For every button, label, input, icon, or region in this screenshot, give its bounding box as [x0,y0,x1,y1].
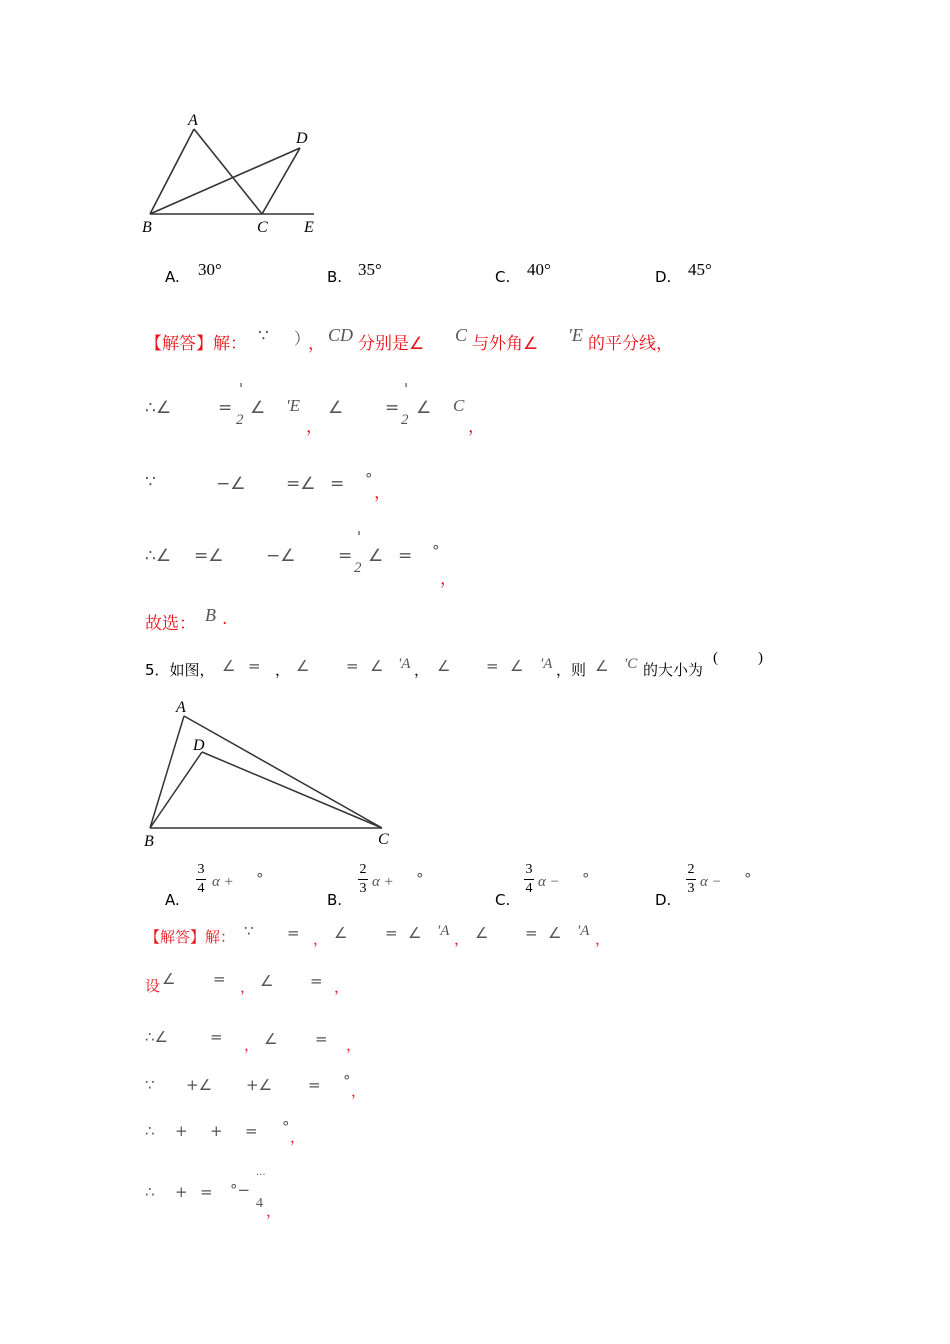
q5-l5-degree: ° [282,1118,290,1136]
q5-l1-angle4-text: 'A [577,923,590,939]
segment-ab [150,716,184,828]
q5-l1-comma: ， [313,930,329,948]
q4-l3-because: ∵ [145,472,156,492]
q4-l2-therefore: ∴∠ [145,398,172,418]
q4-answer-label: 故选： [145,614,196,634]
q5-option-d-letter[interactable]: D. [655,891,672,909]
q4-option-d-letter[interactable]: D. [655,268,672,286]
q4-l4-eq3: = [398,546,413,566]
q5-option-c-expr: α − [538,874,560,890]
q5-l3-comma2: ， [346,1036,362,1054]
figure-2-triangle-diagram [138,696,398,852]
q5-l1-because: ∵ [244,922,254,940]
q5-option-b-expr: α + [372,874,394,890]
q5-l1-comma3: ， [595,930,611,948]
q5-l6-degree-minus: °− [230,1181,251,1199]
q4-text-3: 的平分线， [588,334,673,354]
q5-angle-2: ∠ [296,657,310,675]
q4-l4-half-numerator: ' [357,528,362,546]
q4-e: 'E [568,325,583,345]
q5-angle-5-text: 'A [540,656,553,672]
q5-l1-angle3: ∠ [475,924,489,942]
q5-option-d-expr: α − [700,874,722,890]
q5-l3-therefore: ∴∠ [145,1028,168,1046]
q5-paren-open: ( [713,650,718,666]
q4-l3-degree: ° [365,470,373,488]
q4-answer: B [205,605,216,625]
q4-l2-half2-denominator: 2 [401,412,409,428]
q5-l4-plus1: +∠ [186,1076,213,1094]
q5-l4-comma: ， [351,1082,367,1100]
q5-option-a-degree: ° [256,870,264,888]
figure-1-label-e: E [304,219,314,236]
q4-option-b-value: 35° [358,260,382,279]
q5-tail: 的大小为 [643,661,704,679]
q5-l3-eq2: = [315,1030,328,1048]
q4-l2-eq2: = [385,398,400,418]
q5-l4-because: ∵ [145,1076,155,1094]
q5-l6-comma: ， [266,1202,282,1220]
q5-option-d-fraction: 2 3 [687,862,695,896]
q4-l4-eq2: = [338,546,353,566]
q5-l1-angle1: ∠ [334,924,348,942]
q5-l6-fraction-denominator: 4 [256,1196,263,1211]
q4-l4-eq: =∠ [194,546,224,566]
q4-l3-eq: =∠ [286,474,316,494]
q5-angle-6: ∠ [595,657,609,675]
segment-bd [150,752,202,828]
q5-l1-eq2: = [385,924,398,942]
q5-option-c-letter[interactable]: C. [495,891,511,909]
q4-solution-head: 【解答】解： [145,334,247,354]
q4-c: C [455,325,468,345]
q4-option-c-letter[interactable]: C. [495,268,511,286]
q4-cd: CD [328,325,354,345]
q4-l2-eq1: = [218,398,233,418]
q4-l2-comma: ， [306,417,323,437]
q4-l2-e: 'E [286,396,301,415]
q5-l1-angle4: ∠ [548,924,562,942]
q5-l2-set: 设 [145,977,161,995]
q5-option-a-fraction: 3 4 [197,862,205,896]
q5-option-b-fraction: 2 3 [359,862,367,896]
q5-l5-eq: = [245,1122,258,1140]
q4-l4-minus: −∠ [266,546,296,566]
q4-l2-c: C [453,396,465,415]
q5-option-d-degree: ° [744,870,752,888]
q4-text-2: 与外角∠ [472,334,539,354]
q5-l2-eq1: = [213,970,226,988]
figure-2-label-b: B [144,833,154,850]
figure-1-label-a: A [188,112,198,129]
q5-angle-3-text: 'A [398,656,411,672]
q4-option-c-value: 40° [527,260,551,279]
q5-l4-eq: = [308,1076,321,1094]
q5-option-a-letter[interactable]: A. [165,891,180,909]
q5-angle-4: ∠ [437,657,451,675]
q5-option-b-letter[interactable]: B. [327,891,343,909]
q4-paren: ） [294,331,311,348]
q5-l2-comma1: ， [240,978,256,996]
segment-bd [150,148,300,214]
q5-number: 5．如图， [145,661,215,679]
segment-ac [194,129,262,214]
q4-l2-angle3: ∠ [416,398,432,418]
q5-l1-comma2: ， [454,930,470,948]
q5-l3-angle2: ∠ [264,1030,278,1048]
q5-then: ，则 [556,661,587,679]
segment-ab [150,129,194,214]
q4-because-symbol: ∵ [258,326,269,346]
q5-l1-angle2: ∠ [408,924,422,942]
q5-comma-1: ， [275,661,291,679]
q5-option-a-expr: α + [212,874,234,890]
q4-l2-half-numerator: ' [239,380,244,398]
q4-l2-half2-numerator: ' [404,380,409,398]
q5-l3-comma1: ， [244,1036,260,1054]
q5-l6-fraction-numerator: ... [256,1167,266,1178]
q4-l3-minus: −∠ [216,474,246,494]
q5-l2-angle2: ∠ [260,972,274,990]
figure-2-label-c: C [378,831,389,848]
q4-l4-therefore: ∴∠ [145,546,172,566]
figure-1-triangle-diagram [138,108,328,240]
q4-option-b-letter[interactable]: B. [327,268,343,286]
q5-l6-therefore: ∴ [145,1183,155,1201]
q5-l2-angle1: ∠ [162,970,176,988]
segment-cd [262,148,300,214]
figure-1-label-d: D [296,130,308,147]
q5-eq-2: = [346,657,359,675]
q5-l3-eq1: = [210,1028,223,1046]
q4-l2-angle: ∠ [250,398,266,418]
q5-l6-eq: = [200,1183,213,1201]
q5-l5-plus2: + [210,1122,223,1140]
q4-l2-half-denominator: 2 [236,412,244,428]
q4-l4-half-denominator: 2 [354,560,362,576]
figure-1-label-c: C [257,219,268,236]
q5-angle-3: ∠ [370,657,384,675]
q5-eq-1: = [248,657,261,675]
q5-l5-plus1: + [175,1122,188,1140]
segment-dc [202,752,382,828]
q5-option-b-degree: ° [416,870,424,888]
q4-option-a-value: 30° [198,260,222,279]
q4-l2-angle2: ∠ [328,398,344,418]
q4-l2-comma2: ， [468,417,485,437]
q5-option-c-degree: ° [582,870,590,888]
q5-l4-degree: ° [343,1072,351,1090]
q5-option-c-fraction: 3 4 [525,862,533,896]
figure-2-label-a: A [176,699,186,716]
q5-l1-angle2-text: 'A [437,923,450,939]
figure-2-label-d: D [193,737,205,754]
q4-text-1: 分别是∠ [358,334,425,354]
q5-l1-eq: = [287,924,300,942]
q5-comma-2: ， [414,661,430,679]
q4-l3-comma: ， [374,483,391,503]
q5-l5-comma: ， [290,1128,306,1146]
q5-l4-plus2: +∠ [246,1076,273,1094]
q5-paren-close: ) [758,650,763,666]
q5-l2-comma2: ， [334,978,350,996]
q5-l1-eq3: = [525,924,538,942]
q4-l4-degree: ° [432,542,440,560]
q4-l3-eq2: = [330,474,345,494]
q4-option-a-letter[interactable]: A. [165,268,180,286]
q4-answer-period: . [222,609,228,629]
q5-angle-6-text: 'C [624,656,638,672]
q4-option-d-value: 45° [688,260,712,279]
figure-1-label-b: B [142,219,152,236]
segment-ac [184,716,382,828]
q4-comma: ， [308,334,325,354]
q5-angle-5: ∠ [510,657,524,675]
q5-eq-3: = [486,657,499,675]
q4-l4-angle: ∠ [368,546,384,566]
q5-l5-therefore: ∴ [145,1122,155,1140]
q5-l6-plus: + [175,1183,188,1201]
q5-angle-1: ∠ [222,657,236,675]
q5-l2-eq2: = [310,972,323,990]
q5-solution-head: 【解答】解： [145,928,236,946]
q4-l4-comma: ， [440,569,457,589]
